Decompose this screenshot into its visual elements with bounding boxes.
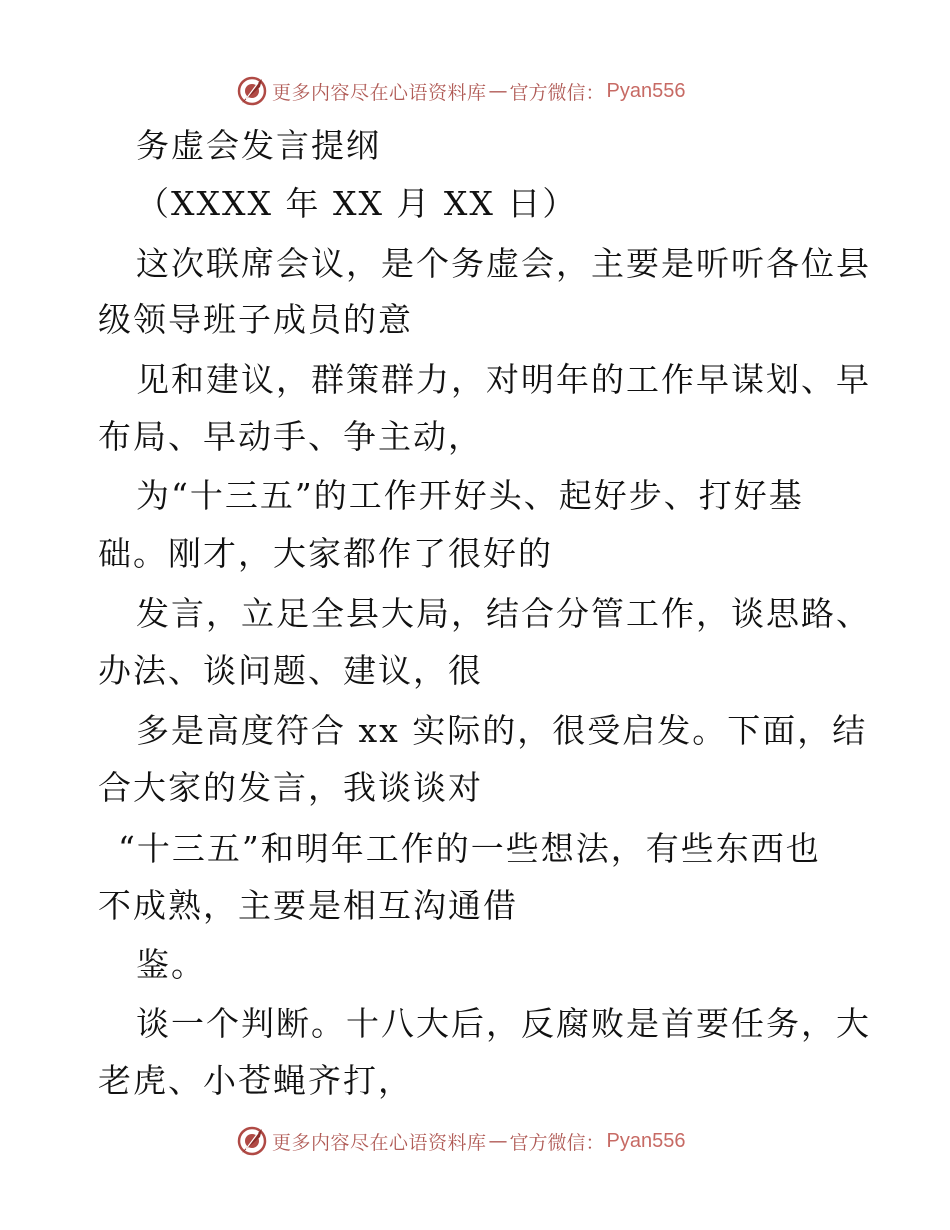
paragraph-line: 办法、谈问题、建议，很 bbox=[98, 651, 483, 690]
banner-contact-label: 官方微信： bbox=[509, 1131, 605, 1154]
paragraph-line: 老虎、小苍蝇齐打， bbox=[98, 1061, 413, 1100]
paragraph-line: 础。刚才，大家都作了很好的 bbox=[98, 534, 553, 573]
paragraph-line: 不成熟，主要是相互沟通借 bbox=[98, 886, 518, 925]
banner-separator: — bbox=[488, 1130, 508, 1152]
paragraph-line: 级领导班子成员的意 bbox=[98, 300, 413, 339]
paragraph-line: 这次联席会议，是个务虚会，主要是听听各位县 bbox=[136, 244, 871, 283]
paragraph-line: 合大家的发言，我谈谈对 bbox=[98, 768, 483, 807]
paragraph-line: 发言，立足全县大局，结合分管工作，谈思路、 bbox=[136, 594, 871, 633]
banner-contact-label: 官方微信： bbox=[509, 81, 605, 104]
banner-text: 更多内容尽在心语资料库 bbox=[272, 1131, 487, 1154]
footer-banner bbox=[236, 1124, 686, 1158]
banner-wechat-id: Pyan556 bbox=[606, 79, 686, 102]
paragraph-line: “十三五”和明年工作的一些想法，有些东西也 bbox=[118, 829, 821, 868]
banner-separator: — bbox=[488, 80, 508, 102]
paragraph-line: 见和建议，群策群力，对明年的工作早谋划、早 bbox=[136, 360, 871, 399]
paragraph-line: 布局、早动手、争主动， bbox=[98, 417, 483, 456]
paragraph-line: 为“十三五”的工作开好头、起好步、打好基 bbox=[136, 476, 804, 515]
quill-seal-icon bbox=[236, 75, 268, 107]
header-banner bbox=[236, 74, 686, 108]
banner-wechat-id: Pyan556 bbox=[606, 1129, 686, 1152]
banner-text: 更多内容尽在心语资料库 bbox=[272, 81, 487, 104]
paragraph-line: 谈一个判断。十八大后，反腐败是首要任务，大 bbox=[136, 1004, 871, 1043]
quill-seal-icon bbox=[236, 1125, 268, 1157]
paragraph-line: 鉴。 bbox=[136, 945, 206, 984]
document-title: 务虚会发言提纲 bbox=[136, 126, 381, 165]
paragraph-line: 多是高度符合 xx 实际的，很受启发。下面，结 bbox=[136, 711, 868, 750]
document-date: （XXXX 年 XX 月 XX 日） bbox=[136, 184, 578, 223]
